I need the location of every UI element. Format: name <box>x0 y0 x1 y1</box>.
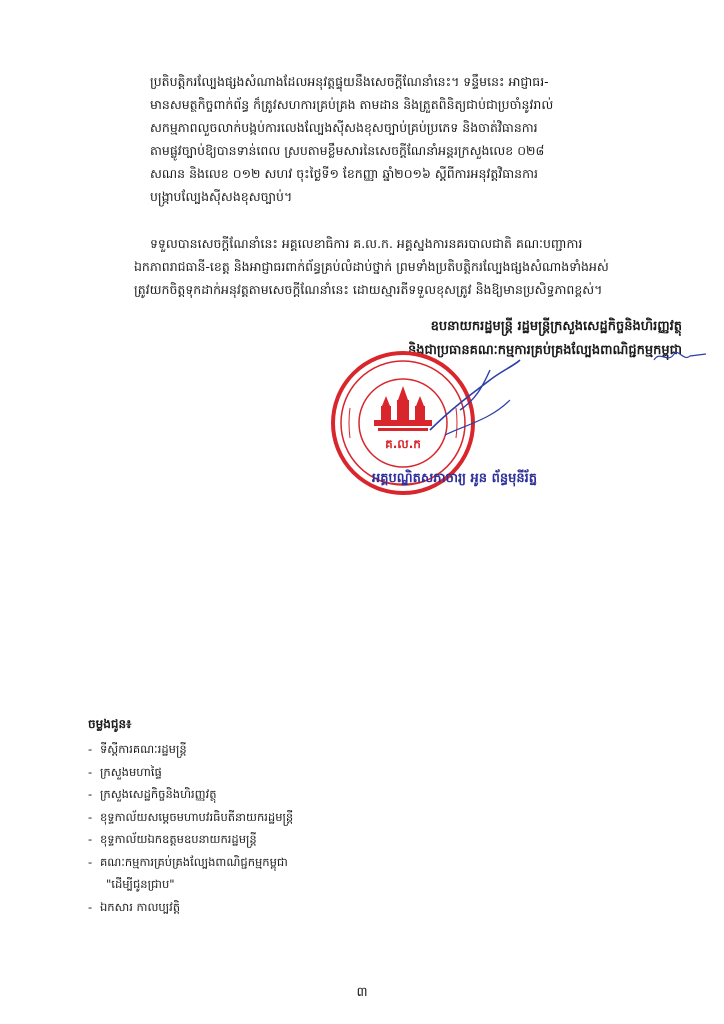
paragraph-line: ប្រតិបត្តិករល្បែងផ្សងសំណាងដែលអនុវត្តផ្ទុយនឹងសេចក្តីណែនាំនេះ។ ទន្ទឹមនេះ អាជ្ញាធរ- <box>150 74 549 89</box>
paragraph-line: ទទួលបានសេចក្តីណែនាំនេះ អគ្គលេខាធិការ គ.ល.ក. អគ្គស្នងការនគរបាលជាតិ គណៈបញ្ជាការ <box>150 236 583 251</box>
paragraph-line: បង្ក្រាបល្បែងស៊ីសងខុសច្បាប់។ <box>150 189 293 204</box>
cc-item-label: ខុទ្ទកាល័យសម្តេចមហាបវរធិបតីនាយករដ្ឋមន្ត្រី <box>100 809 294 824</box>
list-item: - គណៈកម្មការគ្រប់គ្រងល្បែងពាណិជ្ជកម្មកម្ពុជា <box>88 854 288 869</box>
cc-item-label: គណៈកម្មការគ្រប់គ្រងល្បែងពាណិជ្ជកម្មកម្ពុជា <box>100 854 288 869</box>
cc-item-label: ទីស្តីការគណៈរដ្ឋមន្ត្រី <box>100 742 187 756</box>
paragraph-line: ឯកភាពរាជធានី-ខេត្ត និងអាជ្ញាធរពាក់ព័ន្ធគ្រប់លំដាប់ថ្នាក់ ព្រមទាំងប្រតិបត្តិករល្បែងផ្សងសំណាងទាំងអស់ <box>134 259 609 274</box>
seal-text: គ.ល.ក <box>385 437 421 451</box>
list-item-note: "ដើម្បីជូនជ្រាប" <box>106 877 175 891</box>
body-paragraph-1 <box>150 70 670 208</box>
list-item: - ទីស្តីការគណៈរដ្ឋមន្ត្រី <box>88 742 187 756</box>
list-item: - ខុទ្ទកាល័យសម្តេចមហាបវរធិបតីនាយករដ្ឋមន្ត្រី <box>88 809 294 824</box>
paragraph-line: សកម្មភាពលួចលាក់បង្កប់ការលេងល្បែងស៊ីសងខុសច្បាប់គ្រប់ប្រភេទ និងចាត់វិធានការ <box>150 120 538 135</box>
page-number: ៣ <box>356 985 368 1000</box>
body-paragraph-2 <box>134 232 672 301</box>
signatory-title-line-2: និងជាប្រធានគណៈកម្មការគ្រប់គ្រងល្បែងពាណិជ្ជកម្មកម្ពុជា <box>408 343 682 358</box>
paragraph-line: ត្រូវយកចិត្តទុកដាក់អនុវត្តតាមសេចក្តីណែនាំនេះ ដោយស្មារតីទទួលខុសត្រូវ និងឱ្យមានប្រសិទ្ធភាពខ្ពស់។ <box>134 282 603 297</box>
paragraph-line: សណន និងលេខ ០១២ សហវ ចុះថ្ងៃទី១ ខែកញ្ញា ឆ្នាំ២០១៦ ស្តីពីការអនុវត្តវិធានការ <box>150 166 538 181</box>
list-item: - ក្រសួងមហាផ្ទៃ <box>88 764 162 779</box>
initials-mark <box>650 346 710 368</box>
signer-name: អគ្គបណ្ឌិតសភាចារ្យ អូន ព័ន្ធមុនីរ័ត្ន <box>372 471 537 486</box>
cc-item-label: ខុទ្ទកាល័យឯកឧត្តមឧបនាយករដ្ឋមន្ត្រី <box>100 832 257 846</box>
cc-item-label: ឯកសារ កាលប្បវត្តិ <box>100 899 181 914</box>
paragraph-line: តាមផ្លូវច្បាប់ឱ្យបានទាន់ពេល ស្របតាមខ្លឹមសារនៃសេចក្តីណែនាំអន្តរក្រសួងលេខ ០២៨ <box>150 143 545 158</box>
paragraph-line: មានសមត្ថកិច្ចពាក់ព័ន្ធ ក៏ត្រូវសហការគ្រប់គ្រង តាមដាន និងត្រួតពិនិត្យជាប់ជាប្រចាំនូវរាល់ <box>150 97 554 112</box>
cc-heading: ចម្លងជូន៖ <box>88 717 132 731</box>
list-item: - ក្រសួងសេដ្ឋកិច្ចនិងហិរញ្ញវត្ថុ <box>88 787 217 801</box>
list-item: - ឯកសារ កាលប្បវត្តិ <box>88 899 181 914</box>
cc-list <box>88 738 293 918</box>
cc-item-label: ក្រសួងមហាផ្ទៃ <box>100 764 162 779</box>
cc-item-label: ក្រសួងសេដ្ឋកិច្ចនិងហិរញ្ញវត្ថុ <box>100 787 217 801</box>
signatory-title-line-1: ឧបនាយករដ្ឋមន្ត្រី រដ្ឋមន្ត្រីក្រសួងសេដ្ឋកិច្ចនិងហិរញ្ញវត្ថុ <box>430 319 682 334</box>
list-item: - ខុទ្ទកាល័យឯកឧត្តមឧបនាយករដ្ឋមន្ត្រី <box>88 832 257 846</box>
handwritten-signature <box>420 340 530 450</box>
